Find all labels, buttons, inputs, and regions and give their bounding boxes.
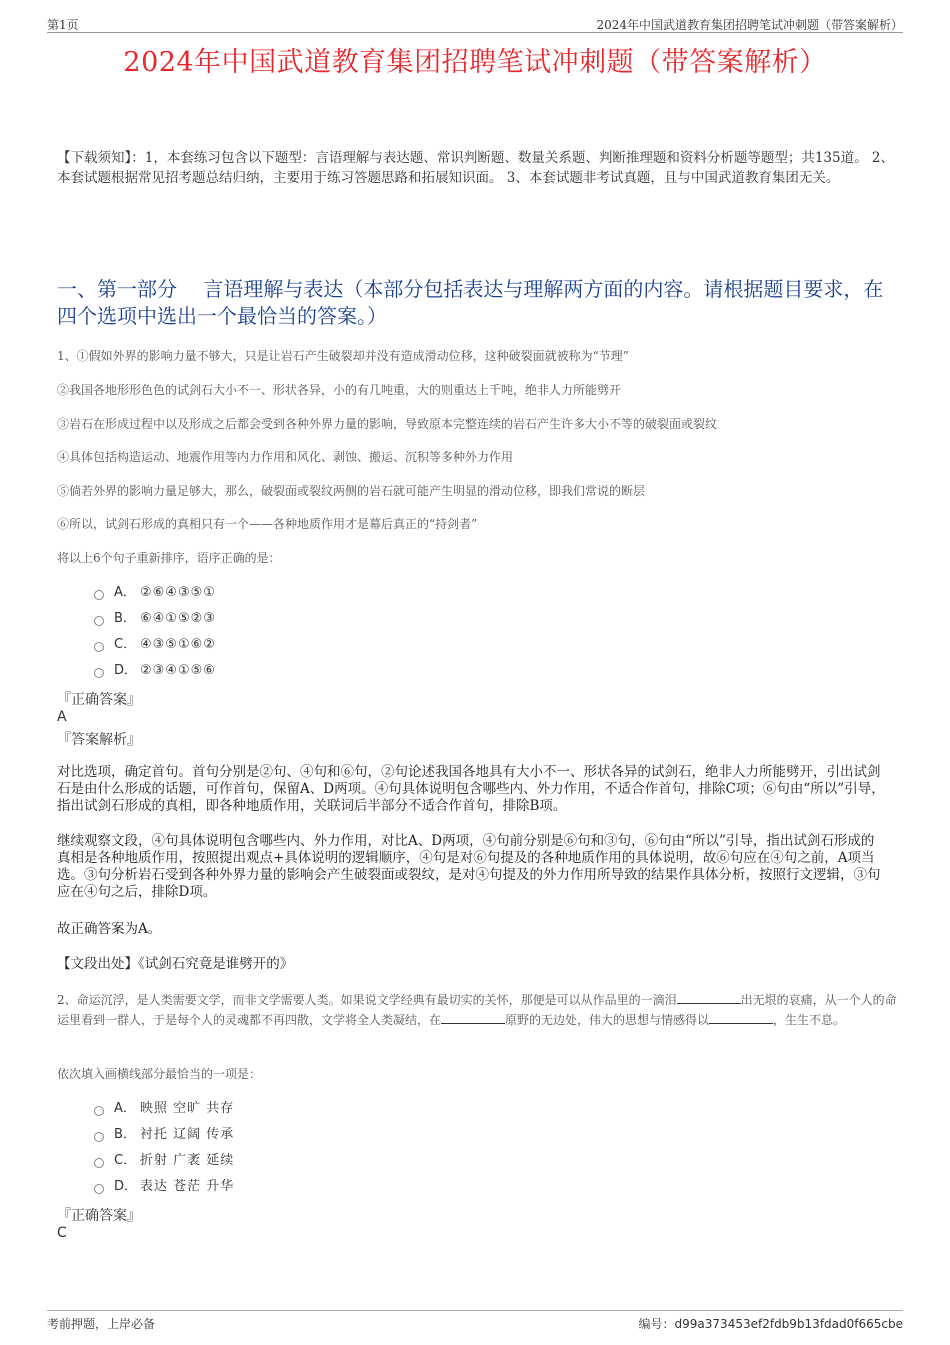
q1-sentence-6: ⑥所以，试剑石形成的真相只有一个——各种地质作用才是幕后真正的“持剑者” (57, 517, 478, 531)
radio-icon[interactable] (94, 616, 104, 626)
document-title: 2024年中国武道教育集团招聘笔试冲刺题（带答案解析） (123, 47, 827, 78)
q2-prompt: 依次填入画横线部分最恰当的一项是： (57, 1067, 262, 1081)
section-heading: 一、第一部分 言语理解与表达（本部分包括表达与理解两方面的内容。请根据题目要求，在四个选项中选出一个最恰当的答案。） (57, 277, 884, 328)
q1-options (94, 580, 216, 684)
radio-icon[interactable] (94, 1132, 104, 1142)
q1-answer-label: 『正确答案』 (57, 692, 141, 708)
download-notice: 【下载须知】：1，本套练习包含以下题型：言语理解与表达题、常识判断题、数量关系题、判断推理题和资料分析题等题型；共135道。 2、本套试题根据常见招考题总结归纳，主要用于练习答题思路和拓展知识面。 3、本套试题非考试真题，且与中国武道教育集团无关。 (57, 150, 894, 186)
radio-icon[interactable] (94, 1158, 104, 1168)
footer-code: 编号：d99a373453ef2fdb9b13fdad0f665cbe (638, 1317, 903, 1331)
page-footer (47, 1310, 903, 1333)
q1-analysis-label: 『答案解析』 (57, 732, 141, 748)
q1-analysis-para-1: 对比选项，确定首句。首句分别是②句、④句和⑥句，②句论述我国各地具有大小不一、形状各异的试剑石，绝非人力所能劈开，引出试剑石是由什么形成的话题，可作首句，保留A、D两项。④句具体说明包含哪些内、外力作用，不适合作首句，排除C项；⑥句由“所以”引导，指出试剑石形成的真相，即各种地质作用，关联词后半部分不适合作首句，排除B项。 (57, 764, 885, 814)
q1-sentence-3: ③岩石在形成过程中以及形成之后都会受到各种外界力量的影响，导致原本完整连续的岩石产生许多大小不等的破裂面或裂纹 (57, 417, 718, 431)
footer-slogan: 考前押题，上岸必备 (47, 1317, 156, 1331)
q2-options (94, 1096, 234, 1200)
radio-icon[interactable] (94, 1106, 104, 1116)
q2-answer: C (57, 1225, 67, 1241)
page-number: 第1页 (47, 18, 79, 32)
q1-sentence-5: ⑤倘若外界的影响力量足够大，那么，破裂面或裂纹两侧的岩石就可能产生明显的滑动位移，即我们常说的断层 (57, 484, 646, 498)
q1-sentence-1: 1、①假如外界的影响力量不够大，只是让岩石产生破裂却并没有造成滑动位移，这种破裂面就被称为“节理” (57, 349, 629, 363)
q1-option-c[interactable]: C． ④③⑤①⑥② (94, 632, 216, 658)
q1-analysis-conclusion: 故正确答案为A。 (57, 921, 162, 937)
q1-answer: A (57, 709, 67, 725)
radio-icon[interactable] (94, 1184, 104, 1194)
radio-icon[interactable] (94, 668, 104, 678)
q2-option-b[interactable]: B． 衬托 辽阔 传承 (94, 1122, 234, 1148)
header-doc-title: 2024年中国武道教育集团招聘笔试冲刺题（带答案解析） (596, 18, 903, 32)
q2-option-d[interactable]: D． 表达 苍茫 升华 (94, 1174, 234, 1200)
q2-option-c[interactable]: C． 折射 广袤 延续 (94, 1148, 234, 1174)
q2-answer-label: 『正确答案』 (57, 1208, 141, 1224)
q1-source: 【文段出处】《试剑石究竟是谁劈开的》 (57, 956, 294, 972)
q1-sentence-2: ②我国各地形形色色的试剑石大小不一、形状各异，小的有几吨重，大的则重达上千吨，绝非人力所能劈开 (57, 383, 622, 397)
q1-sentence-4: ④具体包括构造运动、地震作用等内力作用和风化、剥蚀、搬运、沉积等多种外力作用 (57, 450, 514, 464)
fill-blank-1 (677, 991, 741, 1004)
page-header (47, 14, 903, 33)
q2-stem: 2、命运沉浮，是人类需要文学，而非文学需要人类。如果说文学经典有最切实的关怀，那便是可以从作品里的一滴泪 出无垠的哀痛，从一个人的命运里看到一群人，于是每个人的灵魂都不再四散，文学将全人类凝结，在 原野的无边处，伟大的思想与情感得以 ，生生不息。 (57, 993, 897, 1027)
radio-icon[interactable] (94, 590, 104, 600)
fill-blank-3 (709, 1011, 773, 1024)
q1-analysis-para-2: 继续观察文段，④句具体说明包含哪些内、外力作用，对比A、D两项，④句前分别是⑥句和③句，⑥句由“所以”引导，指出试剑石形成的真相是各种地质作用，按照提出观点+具体说明的逻辑顺序，④句是对⑥句提及的各种地质作用的具体说明，故⑥句应在④句之前，A项当选。③句分析岩石受到各种外界力量的影响会产生破裂面或裂纹，是对④句提及的外力作用所导致的结果作具体分析，按照行文逻辑，③句应在④句之后，排除D项。 (57, 833, 881, 900)
q2-option-a[interactable]: A． 映照 空旷 共存 (94, 1096, 234, 1122)
radio-icon[interactable] (94, 642, 104, 652)
q1-option-b[interactable]: B． ⑥④①⑤②③ (94, 606, 216, 632)
fill-blank-2 (441, 1011, 505, 1024)
q1-option-d[interactable]: D． ②③④①⑤⑥ (94, 658, 216, 684)
q1-option-a[interactable]: A． ②⑥④③⑤① (94, 580, 216, 606)
q1-prompt: 将以上6个句子重新排序，语序正确的是： (57, 551, 281, 565)
